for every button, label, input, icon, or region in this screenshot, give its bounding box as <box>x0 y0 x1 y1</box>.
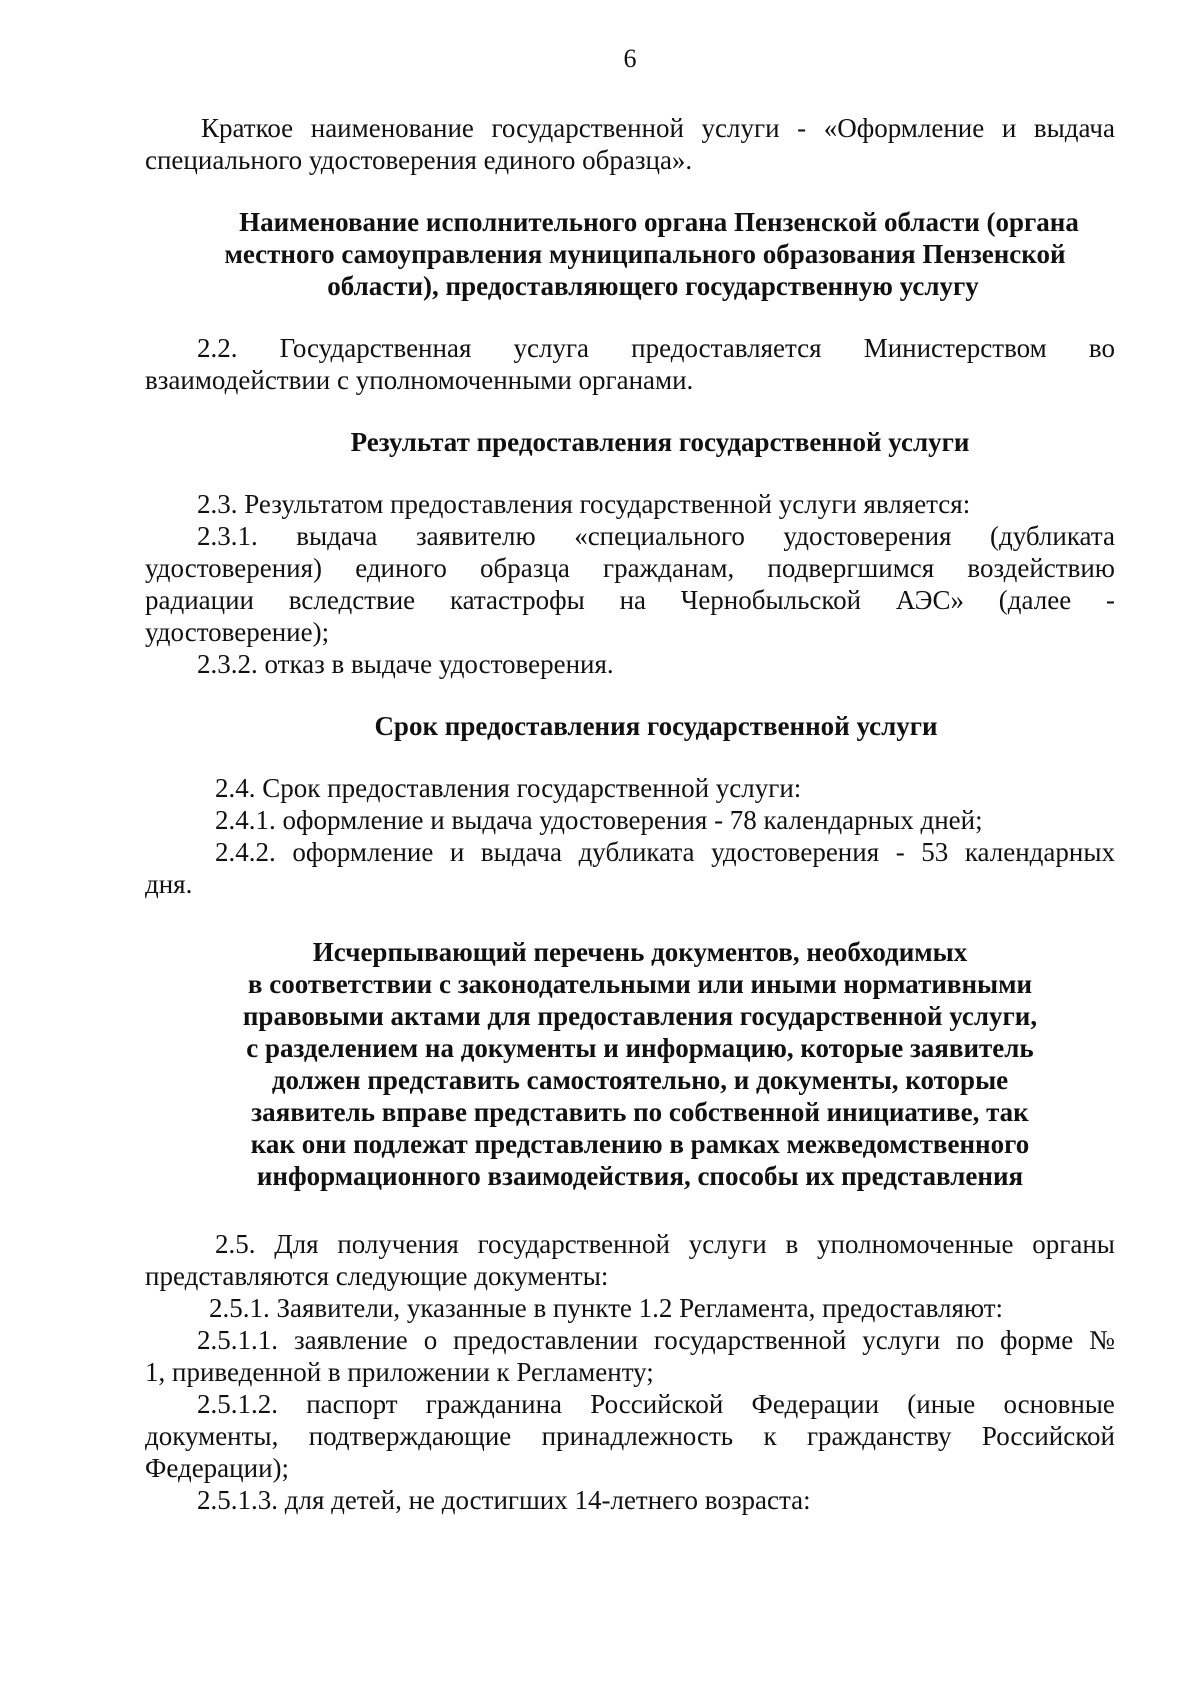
word: 53 <box>921 837 949 867</box>
word: к <box>763 1421 777 1451</box>
word: предоставляется <box>631 333 822 363</box>
heading-line: правовыми актами для предоставления государственной услуги, <box>242 1001 1038 1031</box>
word: 2.5. <box>215 1229 256 1259</box>
word: подвергшимся <box>767 553 935 583</box>
word: - <box>797 113 807 143</box>
paragraph-2-5-1-1-line-1 <box>145 1324 1115 1356</box>
word: и <box>449 837 465 867</box>
word: - <box>1105 585 1115 615</box>
word: 2.2. <box>197 333 238 363</box>
word: и <box>1001 113 1017 143</box>
word: выдача <box>296 521 378 551</box>
paragraph-2-4-2-line-1 <box>145 836 1115 868</box>
heading-line: информационного взаимодействия, способы их представления <box>256 1161 1024 1191</box>
word: государственной <box>491 113 684 143</box>
paragraph-2-5-1-2-line-3: Федерации); <box>145 1453 290 1483</box>
paragraph-2-5-1-3: 2.5.1.3. для детей, не достигших 14-летнего возраста: <box>197 1485 811 1515</box>
paragraph-2-5-1: 2.5.1. Заявители, указанные в пункте 1.2 Регламента, предоставляют: <box>209 1293 1004 1323</box>
word: радиации <box>145 585 255 615</box>
word: выдача <box>1033 113 1115 143</box>
word: о <box>423 1325 438 1355</box>
word: 2.5.1.2. <box>197 1389 278 1419</box>
heading-line: заявитель вправе представить по собственной инициативе, так <box>251 1097 1029 1127</box>
paragraph-2-3-1-line-4: удостоверение); <box>145 617 330 647</box>
word: Для <box>274 1229 319 1259</box>
word: Министерством <box>863 333 1047 363</box>
word: паспорт <box>306 1389 398 1419</box>
paragraph-2-3-1-line-3 <box>145 584 1115 616</box>
word: подтверждающие <box>308 1421 512 1451</box>
word: воздействию <box>967 553 1115 583</box>
short-name-line-2: специального удостоверения единого образца». <box>145 145 693 175</box>
word: «специального <box>574 521 745 551</box>
word: календарных <box>964 837 1115 867</box>
word: заявителю <box>415 521 536 551</box>
paragraph-2-5-1-1-line-2: 1, приведенной в приложении к Регламенту; <box>145 1357 654 1387</box>
word: Российской <box>590 1389 724 1419</box>
word: удостоверения <box>711 837 880 867</box>
word: заявление <box>293 1325 408 1355</box>
word: услуги <box>701 113 780 143</box>
paragraph-2-4: 2.4. Срок предоставления государственной услуги: <box>215 773 802 803</box>
heading-executive-body <box>145 206 1115 302</box>
heading-line: с разделением на документы и информацию, которые заявитель <box>246 1033 1034 1063</box>
paragraph-2-5-1-2-line-2 <box>145 1420 1115 1452</box>
word: 2.4.2. <box>215 837 276 867</box>
paragraph-2-5-line-1 <box>145 1228 1115 1260</box>
word: форме <box>1000 1325 1074 1355</box>
paragraph-2-3: 2.3. Результатом предоставления государственной услуги является: <box>197 489 971 519</box>
heading-result: Результат предоставления государственной услуги <box>350 427 970 457</box>
heading-line: местного самоуправления муниципального образования Пензенской <box>224 239 1066 269</box>
word: на <box>619 585 646 615</box>
word: вследствие <box>288 585 416 615</box>
word: Чернобыльской <box>680 585 862 615</box>
word: дубликата <box>578 837 695 867</box>
paragraph-2-4-2-line-2: дня. <box>145 869 193 899</box>
word: оформление <box>292 837 434 867</box>
word: услуги <box>862 1325 941 1355</box>
word: государственной <box>477 1229 670 1259</box>
word: гражданина <box>425 1389 563 1419</box>
word: удостоверения) <box>145 553 323 583</box>
word: уполномоченные <box>817 1229 1014 1259</box>
word: 2.5.1.1. <box>197 1325 278 1355</box>
word: Государственная <box>279 333 472 363</box>
word: органы <box>1032 1229 1115 1259</box>
heading-line: Исчерпывающий перечень документов, необходимых <box>312 937 968 967</box>
heading-line: в соответствии с законодательными или иными нормативными <box>247 969 1033 999</box>
word: (дубликата <box>989 521 1115 551</box>
heading-line: должен представить самостоятельно, и документы, которые <box>271 1065 1009 1095</box>
word: «Оформление <box>823 113 985 143</box>
word: Краткое <box>201 113 294 143</box>
paragraph-2-2-line-2: взаимодействии с уполномоченными органами. <box>145 365 694 395</box>
heading-documents-list <box>145 936 1115 1192</box>
word: № <box>1089 1325 1115 1355</box>
word: наименование <box>310 113 474 143</box>
paragraph-2-5-1-2-line-1 <box>145 1388 1115 1420</box>
paragraph-2-3-1-line-2 <box>145 552 1115 584</box>
paragraph-2-2-line-1 <box>145 332 1115 364</box>
word: услуги <box>688 1229 767 1259</box>
word: основные <box>1003 1389 1115 1419</box>
word: гражданам, <box>603 553 735 583</box>
document-body <box>145 112 1115 1516</box>
word: образца <box>480 553 570 583</box>
word: 2.3.1. <box>197 521 258 551</box>
paragraph-2-5-line-2: представляются следующие документы: <box>145 1261 609 1291</box>
word: получения <box>337 1229 459 1259</box>
word: Федерации <box>751 1389 880 1419</box>
paragraph-2-3-1-line-1 <box>145 520 1115 552</box>
word: - <box>895 837 905 867</box>
word: единого <box>355 553 447 583</box>
paragraph-2-4-1: 2.4.1. оформление и выдача удостоверения - 78 календарных дней; <box>215 805 983 835</box>
word: (далее <box>998 585 1072 615</box>
word: АЭС» <box>895 585 965 615</box>
word: принадлежность <box>541 1421 734 1451</box>
word: выдача <box>480 837 562 867</box>
word: удостоверения <box>783 521 952 551</box>
word: катастрофы <box>449 585 585 615</box>
short-name-line-1 <box>145 112 1115 144</box>
word: в <box>785 1229 799 1259</box>
word: (иные <box>907 1389 976 1419</box>
word: услуга <box>513 333 590 363</box>
heading-line: области), предоставляющего государственную услугу <box>327 271 979 301</box>
heading-line: как они подлежат представлению в рамках межведомственного <box>250 1129 1030 1159</box>
word: Российской <box>981 1421 1115 1451</box>
word: государственной <box>653 1325 847 1355</box>
word: во <box>1088 333 1115 363</box>
paragraph-2-3-2: 2.3.2. отказ в выдаче удостоверения. <box>197 649 614 679</box>
word: предоставлении <box>453 1325 638 1355</box>
word: документы, <box>145 1421 279 1451</box>
word: по <box>956 1325 985 1355</box>
word: гражданству <box>806 1421 952 1451</box>
heading-line: Наименование исполнительного органа Пензенской области (органа <box>239 207 1079 237</box>
page-number: 6 <box>623 44 637 73</box>
heading-term: Срок предоставления государственной услуги <box>374 711 938 741</box>
